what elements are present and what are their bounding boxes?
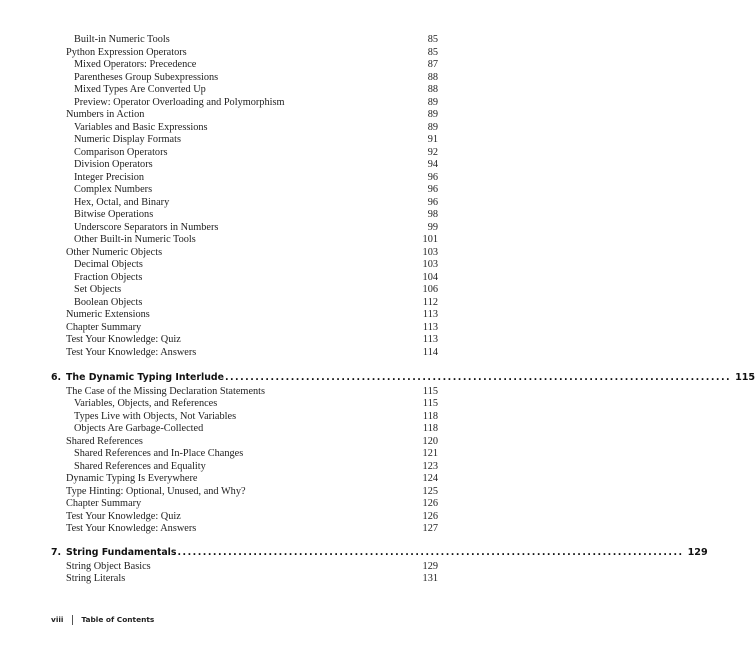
- toc-entry: [74, 122, 438, 134]
- toc-entry: [74, 411, 438, 423]
- toc-entry-page: 115: [422, 398, 438, 409]
- toc-entry-title: Mixed Types Are Converted Up: [74, 84, 206, 95]
- toc-entry: [74, 209, 438, 221]
- toc-entry-title: Underscore Separators in Numbers: [74, 221, 219, 233]
- toc-entry-page: 120: [422, 435, 438, 447]
- toc-entry: [74, 272, 438, 284]
- toc-entry-page: 104: [422, 271, 438, 283]
- toc-entry: [74, 398, 438, 410]
- toc-entry-title: Test Your Knowledge: Quiz: [66, 334, 181, 345]
- toc-entry-title: Boolean Objects: [74, 296, 143, 308]
- toc-entry-title: Set Objects: [74, 284, 122, 295]
- toc-entry-title: String Object Basics: [66, 560, 151, 572]
- toc-entry-page: 114: [422, 346, 438, 358]
- toc-entry-page: 88: [427, 71, 438, 83]
- toc-entry: [74, 159, 438, 171]
- toc-entry-page: 85: [427, 34, 438, 45]
- toc-entry-page: 96: [427, 184, 438, 195]
- toc-entry-title: Shared References and Equality: [74, 460, 206, 472]
- toc-entry-page: 125: [422, 485, 438, 497]
- toc-entry-title: Other Built-in Numeric Tools: [74, 234, 196, 245]
- toc-entry-title: Test Your Knowledge: Quiz: [66, 510, 181, 522]
- toc-entry-page: 129: [422, 560, 438, 572]
- chapter-heading: [51, 546, 708, 559]
- toc-entry-title: Chapter Summary: [66, 498, 142, 509]
- toc-entry-page: 96: [427, 196, 438, 208]
- toc-entry: [66, 347, 438, 359]
- toc-entry: [66, 523, 438, 535]
- toc-entry-title: Division Operators: [74, 159, 153, 170]
- toc-entry: [66, 473, 438, 485]
- toc-entry-title: String Literals: [66, 573, 126, 584]
- chapter-title: String Fundamentals: [66, 547, 177, 558]
- toc-entry: [74, 97, 438, 109]
- toc-entry: [66, 247, 438, 259]
- leader-dots: ....................................................................................................: [177, 547, 684, 558]
- leader-dots: ....................................................................................................: [224, 372, 732, 383]
- toc-entry: [66, 573, 438, 585]
- toc-entry-title: Chapter Summary: [66, 321, 142, 333]
- toc-entry: [74, 59, 438, 71]
- toc-entry-title: Test Your Knowledge: Answers: [66, 346, 197, 358]
- chapter-heading: [51, 371, 755, 384]
- toc-entry: [74, 197, 438, 209]
- toc-entry-title: Shared References: [66, 435, 143, 447]
- toc-entry: [66, 47, 438, 59]
- toc-entry-page: 85: [427, 46, 438, 58]
- toc-entry-page: 103: [422, 259, 438, 270]
- chapter-number: 6.: [51, 372, 62, 383]
- toc-entry-page: 87: [427, 59, 438, 70]
- toc-entry-title: Type Hinting: Optional, Unused, and Why?: [66, 485, 246, 497]
- toc-entry: [66, 436, 438, 448]
- footer-page-number: viii: [51, 615, 64, 624]
- toc-entry-page: 113: [422, 321, 438, 333]
- toc-entry-title: Test Your Knowledge: Answers: [66, 523, 197, 534]
- toc-entry-title: Numeric Display Formats: [74, 134, 181, 145]
- toc-entry-page: 94: [427, 159, 438, 170]
- toc-entry-title: Objects Are Garbage-Collected: [74, 423, 204, 434]
- toc-entry: [66, 511, 438, 523]
- toc-entry-page: 126: [422, 510, 438, 522]
- toc-entry-title: Parentheses Group Subexpressions: [74, 71, 219, 83]
- toc-entry-page: 113: [422, 309, 438, 320]
- toc-entry: [66, 322, 438, 334]
- footer-divider: [72, 615, 73, 625]
- toc-entry-page: 115: [422, 385, 438, 397]
- toc-entry-title: Variables, Objects, and References: [74, 398, 218, 409]
- toc-entry: [66, 109, 438, 121]
- toc-entry-title: Preview: Operator Overloading and Polymorphism: [74, 96, 285, 108]
- toc-entry-title: Other Numeric Objects: [66, 246, 163, 258]
- toc-entry-page: 99: [427, 221, 438, 233]
- toc-entry-title: Dynamic Typing Is Everywhere: [66, 473, 198, 484]
- toc-entry-page: 123: [422, 460, 438, 472]
- toc-entry-page: 89: [427, 121, 438, 133]
- toc-entry: [66, 334, 438, 346]
- toc-entry-page: 89: [427, 109, 438, 120]
- toc-entry: [74, 284, 438, 296]
- toc-entry: [74, 34, 438, 46]
- toc-entry-page: 91: [427, 134, 438, 145]
- toc-entry-page: 124: [422, 473, 438, 484]
- toc-entry: [74, 72, 438, 84]
- toc-entry-page: 88: [427, 84, 438, 95]
- toc-entry-page: 98: [427, 209, 438, 220]
- page-footer: [51, 614, 154, 626]
- toc-entry-page: 106: [422, 284, 438, 295]
- toc-entry-title: Shared References and In-Place Changes: [74, 448, 244, 459]
- toc-entry-title: Decimal Objects: [74, 259, 143, 270]
- toc-entry-page: 103: [422, 246, 438, 258]
- toc-entry: [66, 561, 438, 573]
- toc-entry-page: 89: [427, 96, 438, 108]
- chapter-number: 7.: [51, 547, 62, 558]
- toc-entry: [74, 134, 438, 146]
- toc-entry: [74, 423, 438, 435]
- toc-entry: [74, 259, 438, 271]
- toc-entry: [66, 498, 438, 510]
- toc-entry-page: 118: [422, 410, 438, 422]
- toc-entry-title: The Case of the Missing Declaration Statements: [66, 385, 266, 397]
- toc-entry-title: Integer Precision: [74, 171, 145, 183]
- toc-entry: [74, 172, 438, 184]
- toc-entry-title: Hex, Octal, and Binary: [74, 196, 170, 208]
- toc-entry: [74, 297, 438, 309]
- toc-entry-title: Bitwise Operations: [74, 209, 154, 220]
- toc-entry: [66, 386, 438, 398]
- toc-entry: [74, 147, 438, 159]
- toc-entry-title: Variables and Basic Expressions: [74, 121, 208, 133]
- toc-entry-page: 126: [422, 498, 438, 509]
- toc-entry-page: 101: [422, 234, 438, 245]
- toc-entry-title: Numeric Extensions: [66, 309, 150, 320]
- toc-entry-page: 131: [422, 573, 438, 584]
- toc-entry: [74, 461, 438, 473]
- toc-entry-title: Numbers in Action: [66, 109, 145, 120]
- toc-entry-page: 121: [422, 448, 438, 459]
- toc-entry: [74, 222, 438, 234]
- toc-entry: [66, 486, 438, 498]
- toc-entry-page: 127: [422, 523, 438, 534]
- toc-entry-page: 113: [422, 334, 438, 345]
- toc-entry: [74, 184, 438, 196]
- toc-entry-title: Comparison Operators: [74, 146, 168, 158]
- chapter-title: The Dynamic Typing Interlude: [66, 372, 224, 383]
- toc-entry: [74, 234, 438, 246]
- toc-entry-page: 112: [422, 296, 438, 308]
- toc-entry-page: 92: [427, 146, 438, 158]
- toc-entry-title: Complex Numbers: [74, 184, 153, 195]
- toc-entry-title: Types Live with Objects, Not Variables: [74, 410, 237, 422]
- toc-entry: [74, 448, 438, 460]
- toc-entry-page: 118: [422, 423, 438, 434]
- toc-entry-title: Fraction Objects: [74, 271, 143, 283]
- toc-entry-page: 96: [427, 171, 438, 183]
- chapter-page: 129: [687, 547, 708, 558]
- toc-entry-title: Mixed Operators: Precedence: [74, 59, 197, 70]
- toc-entry-title: Python Expression Operators: [66, 46, 187, 58]
- chapter-page: 115: [735, 372, 755, 383]
- footer-section-title: Table of Contents: [81, 615, 155, 624]
- toc-entry-title: Built-in Numeric Tools: [74, 34, 170, 45]
- toc-entry: [66, 309, 438, 321]
- toc-entry: [74, 84, 438, 96]
